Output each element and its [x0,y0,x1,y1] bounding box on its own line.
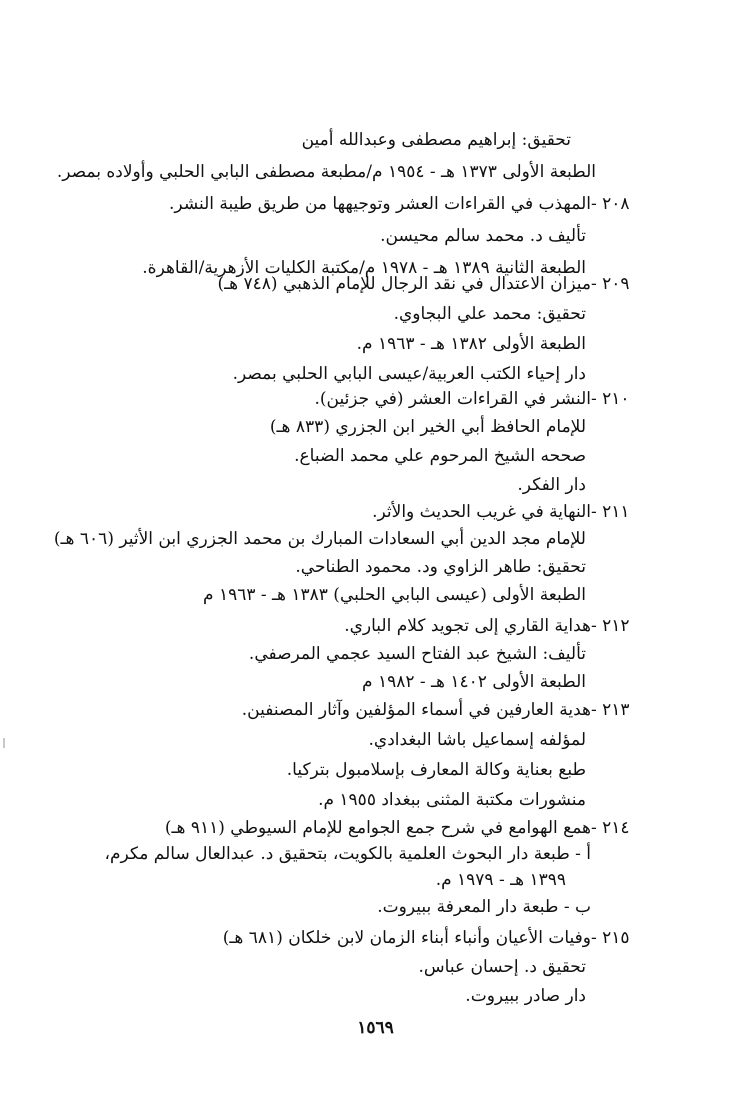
entry-line: تحقيق د. إحسان عباس. [418,957,586,977]
entry-title: النهاية في غريب الحديث والأثر. [372,502,591,522]
entry-line: للإمام مجد الدين أبي السعادات المبارك بن محمد الجزري ابن الأثير (٦٠٦ هـ) [53,529,586,549]
entry-title: النشر في القراءات العشر (في جزئين). [314,389,591,409]
entry-line: تحقيق: طاهر الزاوي ود. محمود الطناحي. [295,557,586,577]
entry-line: الطبعة الثانية ١٣٨٩ هـ - ١٩٧٨ م/مكتبة الكليات الأزهرية/القاهرة. [142,258,586,278]
entry-title: ميزان الاعتدال في نقد الرجال للإمام الذهبي (٧٤٨ هـ) [217,274,591,294]
entry-title: هدية العارفين في أسماء المؤلفين وآثار المصنفين. [241,700,591,720]
margin-mark [3,738,5,748]
entry-line: تأليف د. محمد سالم محيسن. [380,226,586,246]
entry-line: منشورات مكتبة المثنى ببغداد ١٩٥٥ م. [318,790,586,810]
entry-line: الطبعة الأولى ١٣٨٢ هـ - ١٩٦٣ م. [356,334,586,354]
entry-title: همع الهوامع في شرح جمع الجوامع للإمام السيوطي (٩١١ هـ) [164,818,591,838]
entry-title: هداية القاري إلى تجويد كلام الباري. [344,616,591,636]
pre-line: الطبعة الأولى ١٣٧٣ هـ - ١٩٥٤ م/مطبعة مصطفى البابي الحلبي وأولاده بمصر. [56,162,596,182]
entry-number: ٢١٣ - [591,700,630,720]
entry-line: الطبعة الأولى (عيسى البابي الحلبي) ١٣٨٣ هـ - ١٩٦٣ م [203,585,586,605]
entry-number: ٢١٠ - [591,389,630,409]
entry-line: دار إحياء الكتب العربية/عيسى البابي الحلبي بمصر. [232,364,586,384]
entry-number: ٢٠٨ - [591,194,630,214]
entry-number: ٢٠٩ - [591,274,630,294]
entry-number: ٢١٤ - [591,818,630,838]
entry-line: طبع بعناية وكالة المعارف بإسلامبول بتركيا. [286,760,586,780]
page-number: ١٥٦٩ [357,1018,394,1038]
entry-title: المهذب في القراءات العشر وتوجيهها من طريق طيبة النشر. [169,194,591,214]
entry-number: ٢١١ - [591,502,630,522]
entry-line: أ - طبعة دار البحوث العلمية بالكويت، بتحقيق د. عبدالعال سالم مكرم، [104,844,591,864]
entry-line: ١٣٩٩ هـ - ١٩٧٩ م. [435,870,566,890]
entry-title: وفيات الأعيان وأنباء أبناء الزمان لابن خلكان (٦٨١ هـ) [222,928,591,948]
entry-line: صححه الشيخ المرحوم علي محمد الضباع. [294,446,586,466]
entry-line: لمؤلفه إسماعيل باشا البغدادي. [368,730,586,750]
entry-line: ب - طبعة دار المعرفة ببيروت. [377,897,591,917]
entry-line: تأليف: الشيخ عبد الفتاح السيد عجمي المرصفي. [248,644,586,664]
entry-line: تحقيق: محمد علي البجاوي. [393,304,586,324]
entry-line: دار الفكر. [517,475,586,495]
entry-line: للإمام الحافظ أبي الخير ابن الجزري (٨٣٣ هـ) [269,417,586,437]
entry-number: ٢١٢ - [591,616,630,636]
pre-line: تحقيق: إبراهيم مصطفى وعبدالله أمين [301,130,571,150]
entry-number: ٢١٥ - [591,928,630,948]
entry-line: دار صادر ببيروت. [465,986,586,1006]
entry-line: الطبعة الأولى ١٤٠٢ هـ - ١٩٨٢ م [362,672,586,692]
